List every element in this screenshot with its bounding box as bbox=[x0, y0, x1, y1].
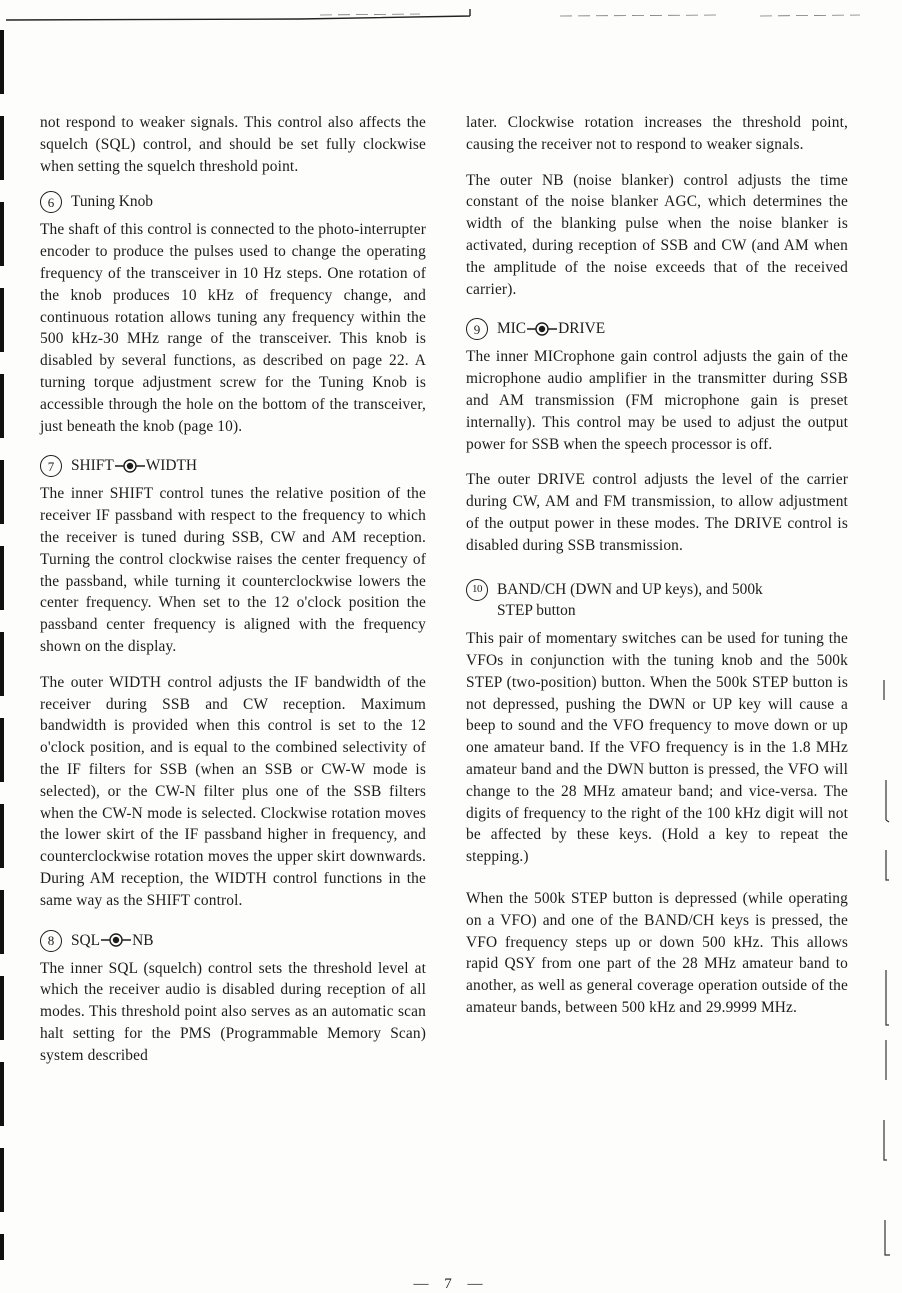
continued-paragraph: later. Clockwise rotation increases the threshold point, causing the receiver not to respond to weaker signals. bbox=[466, 114, 848, 153]
concentric-knob-icon bbox=[115, 459, 145, 473]
concentric-knob-icon bbox=[101, 933, 131, 947]
section-7-outer-label: WIDTH bbox=[145, 457, 198, 475]
binding-edge bbox=[0, 30, 4, 1260]
section-9-heading bbox=[466, 318, 848, 340]
section-9-inner-label: MIC bbox=[497, 320, 527, 338]
section-9-mic-paragraph: The inner MICrophone gain control adjusts the gain of the microphone audio amplifier in the transmitter during SSB and AM transmission (FM microphone gain is preset internally). This control may be used to adjust the output power for SSB when the speech processor is off. bbox=[466, 348, 848, 453]
section-10-step-paragraph: When the 500k STEP button is depressed (while operating on a VFO) and one of the BAND/CH keys is pressed, the VFO frequency steps up or down 500 kHz. This allows rapid QSY from one part of the 28 MHz amateur band to another, as well as general coverage operation outside of the amateur bands, between 500 kHz and 29.9999 MHz. bbox=[466, 889, 848, 1016]
section-9-outer-label: DRIVE bbox=[558, 320, 606, 338]
noise-blanker-paragraph: The outer NB (noise blanker) control adjusts the time constant of the noise blanker AGC, which determines the width of the blanking pulse when the noise blanker is activated, during reception of SSB and CW (and AM when the amplitude of the noise exceeds that of the received carrier). bbox=[466, 171, 848, 298]
section-8-outer-label: NB bbox=[132, 931, 154, 949]
section-6-body: The shaft of this control is connected to the photo-interrupter encoder to produce the pulses used to change the operating frequency of the transceiver in 10 Hz steps. One rotation of the knob produces 10 kHz of frequency change, and continuous rotation allows tuning any frequency within the 500 kHz-30 MHz range of the transceiver. This knob is disabled by several functions, as described on page 22. A turning torque adjustment screw for the Tuning Knob is accessible through the hole on the bottom of the transceiver, just beneath the knob (page 10). bbox=[40, 221, 426, 435]
circled-number-6: 6 bbox=[40, 191, 62, 213]
section-6-title: Tuning Knob bbox=[71, 193, 153, 211]
section-8-sql-paragraph: The inner SQL (squelch) control sets the threshold level at which the receiver audio is disabled during reception of all modes. This threshold point also serves as an automatic scan halt setting for the PMS (Programmable Memory Scan) system described bbox=[40, 959, 426, 1064]
circled-number-9: 9 bbox=[466, 318, 488, 340]
section-10-title-line2: STEP button bbox=[497, 602, 576, 620]
section-9-drive-paragraph: The outer DRIVE control adjusts the level of the carrier during CW, AM and FM transmission, to allow adjustment of the output power in these modes. The DRIVE control is disabled during SSB transmission. bbox=[466, 471, 848, 554]
left-column bbox=[40, 112, 426, 1080]
section-8-inner-label: SQL bbox=[71, 931, 101, 949]
concentric-knob-icon bbox=[527, 322, 557, 336]
section-10-title-line1: BAND/CH (DWN and UP keys), and 500k bbox=[497, 580, 763, 598]
section-6-heading bbox=[40, 191, 426, 213]
scan-edge-line bbox=[0, 0, 902, 24]
circled-number-7: 7 bbox=[40, 455, 62, 477]
scan-margin-marks bbox=[882, 440, 894, 1260]
page-number: — 7 — bbox=[413, 1276, 489, 1292]
section-10-band-paragraph: This pair of momentary switches can be used for tuning the VFOs in conjunction with the tuning knob and the 500k STEP (two-position) button. When the 500k STEP button is not depressed, pushing the DWN or UP key will cause a beep to sound and the VFO frequency to move down or up one amateur band. If the VFO frequency is in the 1.8 MHz amateur band and the DWN button is pressed, the VFO will change to the 28 MHz amateur band; and vice-versa. The digits of frequency to the right of the 100 kHz digit will not be affected by these keys. (Hold a key to repeat the stepping.) bbox=[466, 630, 848, 866]
right-column bbox=[466, 112, 848, 1033]
section-8-heading bbox=[40, 930, 426, 952]
section-7-heading bbox=[40, 455, 426, 477]
intro-paragraph: not respond to weaker signals. This control also affects the squelch (SQL) control, and should be set fully clockwise when setting the squelch threshold point. bbox=[40, 114, 426, 175]
section-10-heading bbox=[466, 579, 848, 623]
circled-number-8: 8 bbox=[40, 930, 62, 952]
section-7-inner-label: SHIFT bbox=[71, 457, 114, 475]
circled-number-10: 10 bbox=[466, 579, 488, 601]
section-7-width-paragraph: The outer WIDTH control adjusts the IF bandwidth of the receiver during SSB and CW reception. Maximum bandwidth is provided when this control is set to the 12 o'clock position, and is equal to the combined selectivity of the IF filters for SSB (when an SSB or CW-W mode is selected), or the CW-N filter plus one of the SSB filters when the CW-N mode is selected. Clockwise rotation moves the lower skirt of the IF passband higher in frequency, and counterclockwise rotation moves the upper skirt downwards. During AM reception, the WIDTH control functions in the same way as the SHIFT control. bbox=[40, 673, 426, 909]
section-7-shift-paragraph: The inner SHIFT control tunes the relative position of the receiver IF passband with respect to the frequency to which the receiver is tuned during SSB, CW and AM reception. Turning the control clockwise raises the center frequency of the passband, while turning it counterclockwise lowers the center frequency. When set to the 12 o'clock position the passband center frequency is aligned with the frequency shown on the display. bbox=[40, 485, 426, 655]
